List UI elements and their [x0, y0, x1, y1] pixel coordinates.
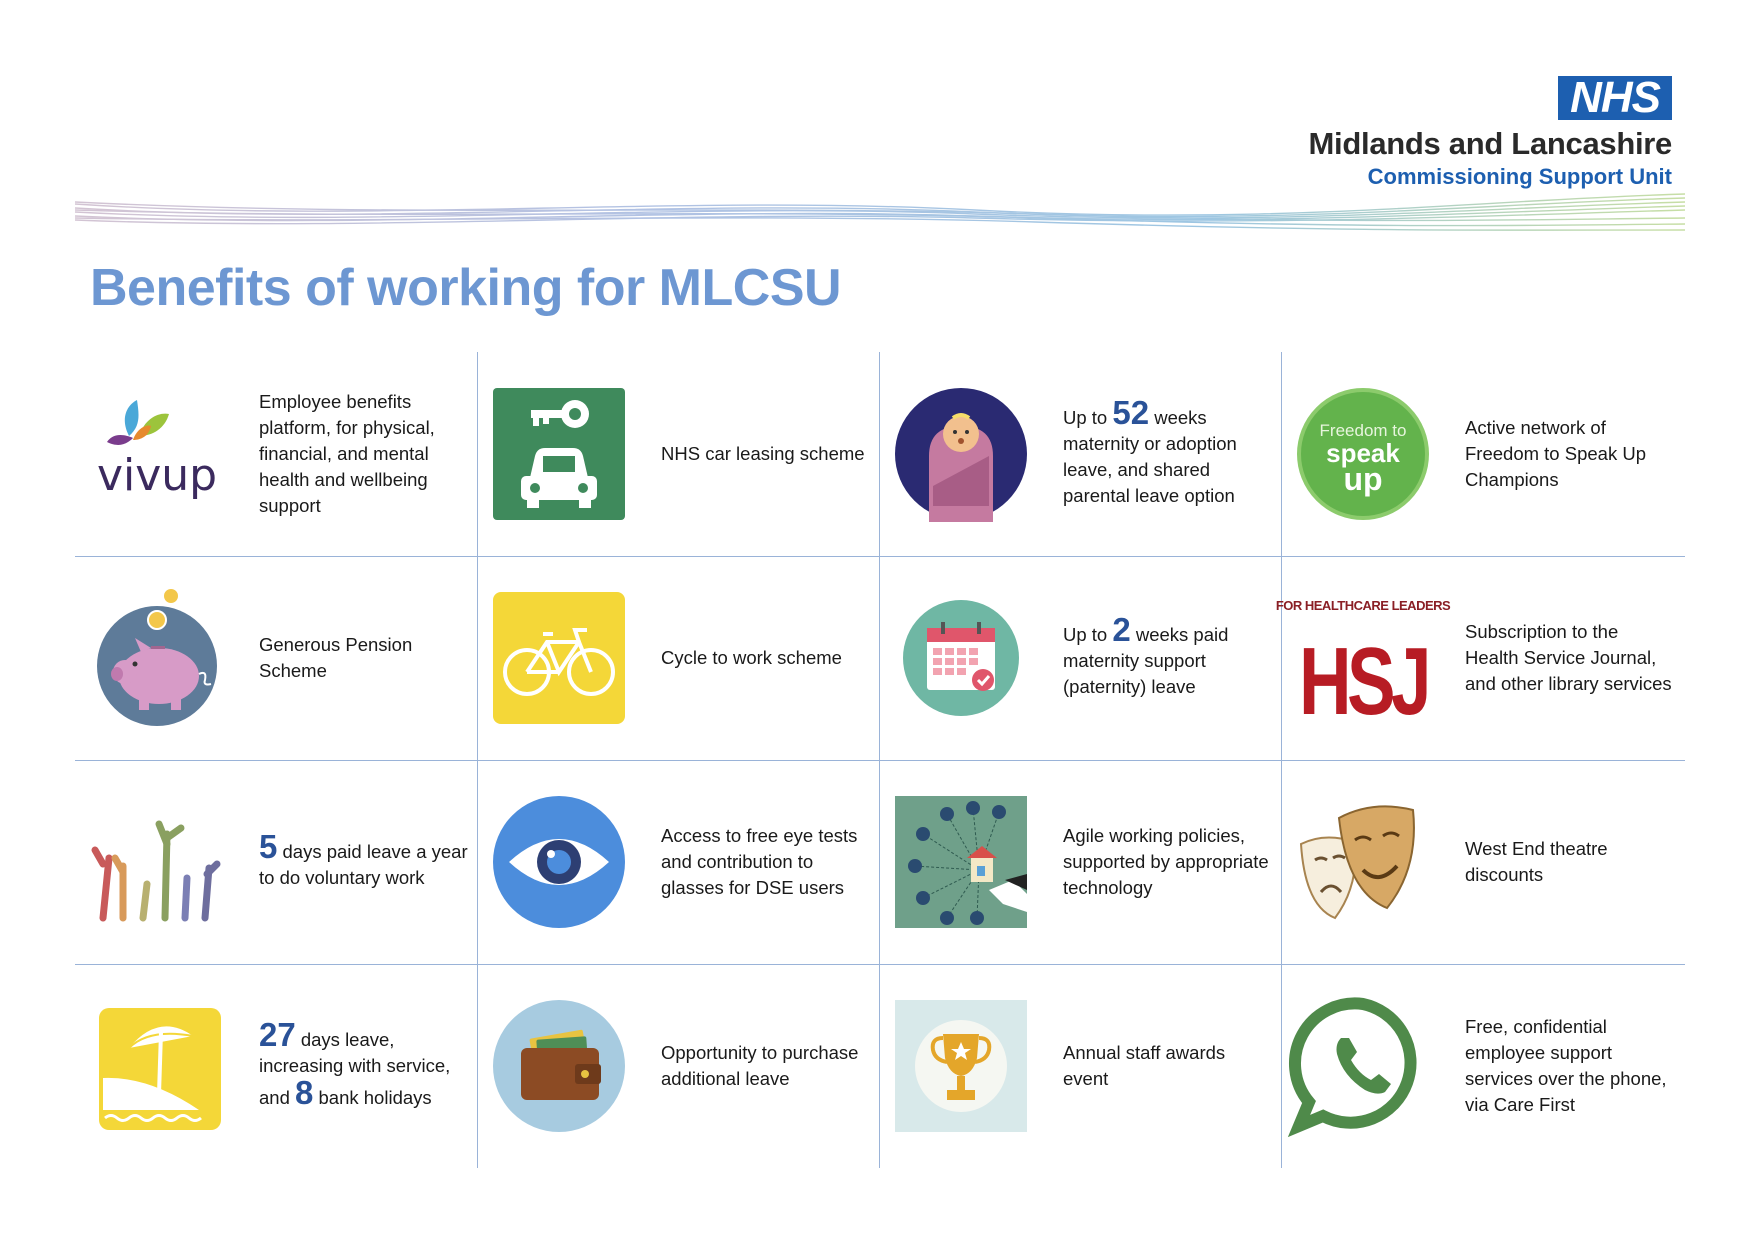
benefits-grid — [75, 352, 1685, 1168]
benefit-speak-up — [1281, 352, 1683, 556]
trophy-icon — [893, 998, 1029, 1134]
benefit-text: Opportunity to purchase additional leave — [661, 1042, 859, 1089]
benefit-theatre — [1281, 760, 1683, 964]
bicycle-icon — [491, 590, 627, 726]
theatre-masks-icon — [1295, 794, 1431, 930]
weeks-number: 2 — [1112, 611, 1131, 648]
benefit-voluntary — [75, 760, 477, 964]
benefit-text: West End theatre discounts — [1465, 838, 1608, 885]
org-subtitle: Commissioning Support Unit — [1367, 164, 1672, 189]
car-key-icon — [491, 386, 627, 522]
svg-text:FOR HEALTHCARE LEADERS: FOR HEALTHCARE LEADERS — [1275, 598, 1451, 613]
eye-icon — [491, 794, 627, 930]
benefit-text: Employee benefits platform, for physical, financial, and mental health and wellbeing support — [259, 391, 435, 516]
benefit-text: Up to 52 weeks maternity or adoption leave, and shared parental leave option — [1063, 394, 1237, 506]
svg-text:speak: speak — [1326, 438, 1400, 468]
benefit-paternity — [879, 556, 1281, 760]
benefit-annual-leave — [75, 964, 477, 1168]
benefit-text: 27 days leave, increasing with service, and 8 bank holidays — [259, 1016, 451, 1111]
page-title: Benefits of working for MLCSU — [90, 259, 842, 317]
nhs-logo: NHS — [1558, 76, 1672, 120]
benefit-text: Up to 2 weeks paid maternity support (paternity) leave — [1063, 611, 1229, 697]
benefit-cycle — [477, 556, 879, 760]
benefit-text: Generous Pension Scheme — [259, 634, 413, 681]
weeks-number: 52 — [1112, 394, 1150, 431]
bank-holidays-number: 8 — [295, 1074, 314, 1111]
benefit-agile — [879, 760, 1281, 964]
speak-up-logo — [1295, 386, 1431, 522]
leave-days-number: 27 — [259, 1016, 296, 1053]
benefit-text: Subscription to the Health Service Journal, and other library services — [1465, 621, 1672, 694]
baby-icon — [893, 386, 1029, 522]
benefit-text: NHS car leasing scheme — [661, 443, 865, 464]
agile-working-icon — [893, 794, 1029, 930]
calendar-icon — [893, 590, 1029, 726]
benefit-text: Active network of Freedom to Speak Up Champions — [1465, 417, 1646, 490]
benefit-text: Cycle to work scheme — [661, 647, 842, 668]
benefit-car-leasing — [477, 352, 879, 556]
vivup-logo — [89, 386, 225, 522]
phone-icon — [1295, 998, 1431, 1134]
svg-text:vivup: vivup — [96, 450, 218, 501]
benefit-text: 5 days paid leave a year to do voluntary work — [259, 828, 468, 888]
nhs-logo-block — [1308, 73, 1672, 190]
days-number: 5 — [259, 828, 278, 865]
benefit-eye — [477, 760, 879, 964]
benefit-vivup — [75, 352, 477, 556]
org-name: Midlands and Lancashire — [1308, 126, 1672, 161]
svg-text:Freedom to: Freedom to — [1319, 421, 1407, 440]
benefit-purchase-leave — [477, 964, 879, 1168]
benefit-text: Access to free eye tests and contribution to glasses for DSE users — [661, 825, 858, 898]
benefit-text: Annual staff awards event — [1063, 1042, 1226, 1089]
wallet-icon — [491, 998, 627, 1134]
svg-text:up: up — [1343, 461, 1383, 497]
piggy-bank-icon — [89, 590, 225, 726]
benefit-maternity — [879, 352, 1281, 556]
benefit-text: Free, confidential employee support services over the phone, via Care First — [1465, 1016, 1667, 1115]
decorative-wave — [75, 190, 1685, 240]
beach-umbrella-icon — [89, 998, 225, 1134]
raised-hands-icon — [89, 794, 225, 930]
benefit-hsj — [1275, 556, 1683, 760]
benefit-awards — [879, 964, 1281, 1168]
benefit-text: Agile working policies, supported by appropriate technology — [1063, 825, 1269, 898]
benefit-employee-support — [1281, 964, 1683, 1168]
benefit-pension — [75, 556, 477, 760]
svg-text:HSJ: HSJ — [1299, 628, 1427, 735]
hsj-logo — [1275, 590, 1451, 735]
